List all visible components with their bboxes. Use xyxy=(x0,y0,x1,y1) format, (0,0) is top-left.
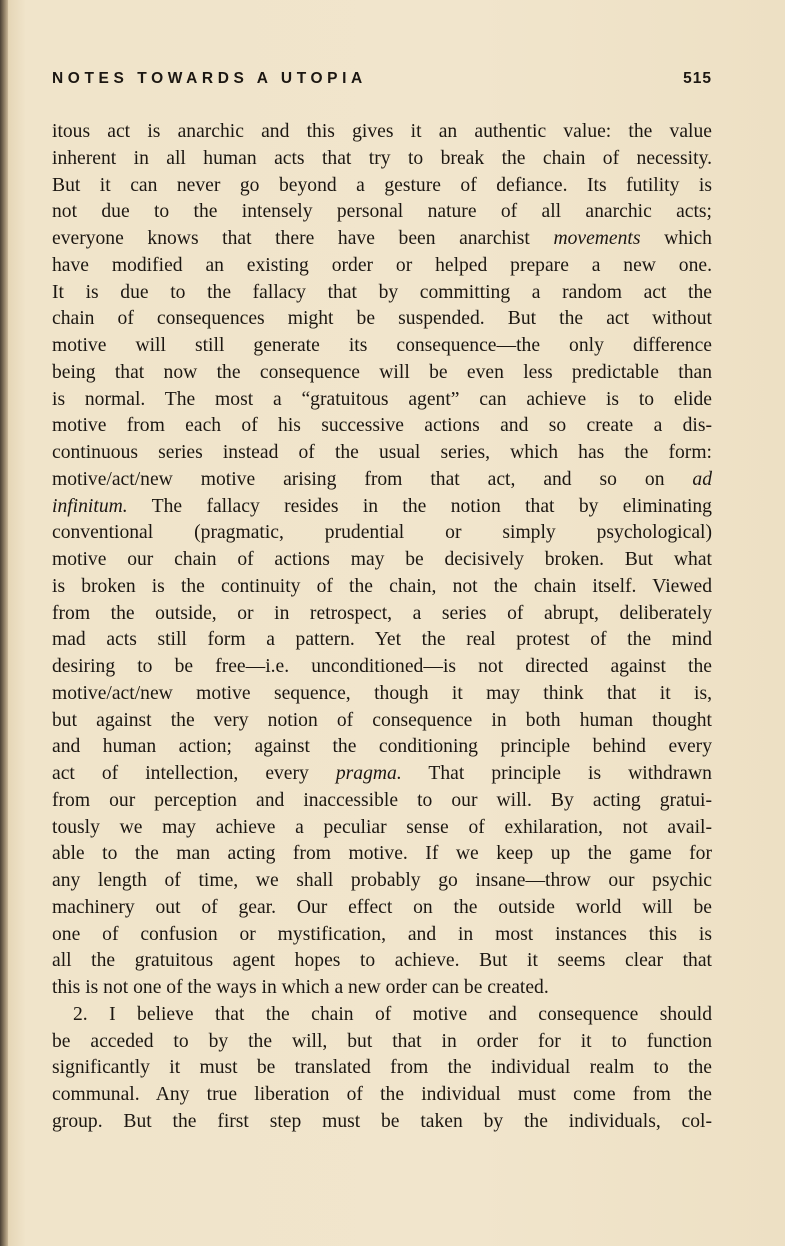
text-line: everyone knows that there have been anarchist movements which xyxy=(52,228,712,249)
text-line: is broken is the continuity of the chain, not the chain itself. Viewed xyxy=(52,575,712,597)
text-line: motive our chain of actions may be decisively broken. But what xyxy=(52,549,712,570)
text-line: from our perception and inaccessible to our will. By acting gratui- xyxy=(52,789,712,811)
text-line: have modified an existing order or helped prepare a new one. xyxy=(52,254,712,276)
text-line: infinitum. The fallacy resides in the notion that by eliminating xyxy=(52,495,712,517)
text-line: act of intellection, every pragma. That principle is withdrawn xyxy=(52,763,712,784)
text-line: motive from each of his successive actions and so create a dis- xyxy=(52,415,712,437)
text-line: mad acts still form a pattern. Yet the real protest of the mind xyxy=(52,629,712,651)
paragraph-end-line: this is not one of the ways in which a new order can be created. xyxy=(52,977,549,998)
text-line: inherent in all human acts that try to break the chain of necessity. xyxy=(52,147,712,169)
text-line: But it can never go beyond a gesture of defiance. Its futility is xyxy=(52,174,712,196)
text-line: not due to the intensely personal nature of all anarchic acts; xyxy=(52,201,712,223)
text-line: be acceded to by the will, but that in order for it to function xyxy=(52,1030,712,1052)
text-line: communal. Any true liberation of the individual must come from the xyxy=(52,1084,712,1105)
text-line: chain of consequences might be suspended. But the act without xyxy=(52,308,712,330)
text-line: motive will still generate its consequence—the only difference xyxy=(52,335,712,356)
text-line: motive/act/new motive arising from that act, and so on ad xyxy=(52,468,712,490)
text-line: continuous series instead of the usual series, which has the form: xyxy=(52,442,712,463)
running-head-title: NOTES TOWARDS A UTOPIA xyxy=(52,70,367,87)
book-gutter-shadow xyxy=(0,0,8,1246)
text-line: machinery out of gear. Our effect on the outside world will be xyxy=(52,896,712,918)
running-head xyxy=(52,70,712,94)
text-line: any length of time, we shall probably go insane—throw our psychic xyxy=(52,870,712,891)
text-line: from the outside, or in retrospect, a series of abrupt, deliberately xyxy=(52,602,712,624)
text-line: itous act is anarchic and this gives it an authentic value: the value xyxy=(52,121,712,142)
text-line: is normal. The most a “gratuitous agent” can achieve is to elide xyxy=(52,388,712,410)
body-text xyxy=(52,119,712,1136)
text-line: significantly it must be translated from the individual realm to the xyxy=(52,1057,712,1079)
text-line: and human action; against the conditioning principle behind every xyxy=(52,736,712,758)
text-line: being that now the consequence will be even less predictable than xyxy=(52,361,712,383)
page-number: 515 xyxy=(683,70,712,87)
text-line: able to the man acting from motive. If we keep up the game for xyxy=(52,843,712,865)
text-line: group. But the first step must be taken by the individuals, col- xyxy=(52,1110,712,1132)
text-line: motive/act/new motive sequence, though it may think that it is, xyxy=(52,682,712,704)
text-line: desiring to be free—i.e. unconditioned—is not directed against the xyxy=(52,656,712,677)
italic-term: pragma. xyxy=(335,763,402,784)
italic-term: ad xyxy=(692,468,712,490)
text-line: all the gratuitous agent hopes to achieve. But it seems clear that xyxy=(52,950,712,972)
text-line: tously we may achieve a peculiar sense of exhilaration, not avail- xyxy=(52,816,712,838)
text-line: conventional (pragmatic, prudential or simply psychological) xyxy=(52,522,712,544)
text-line: but against the very notion of consequence in both human thought xyxy=(52,709,712,731)
italic-term: infinitum. xyxy=(52,495,128,517)
text-line: one of confusion or mystification, and in most instances this is xyxy=(52,923,712,945)
paragraph-start-line: 2. I believe that the chain of motive and consequence should xyxy=(73,1003,712,1025)
text-line: It is due to the fallacy that by committing a random act the xyxy=(52,281,712,303)
italic-term: movements xyxy=(553,228,641,249)
